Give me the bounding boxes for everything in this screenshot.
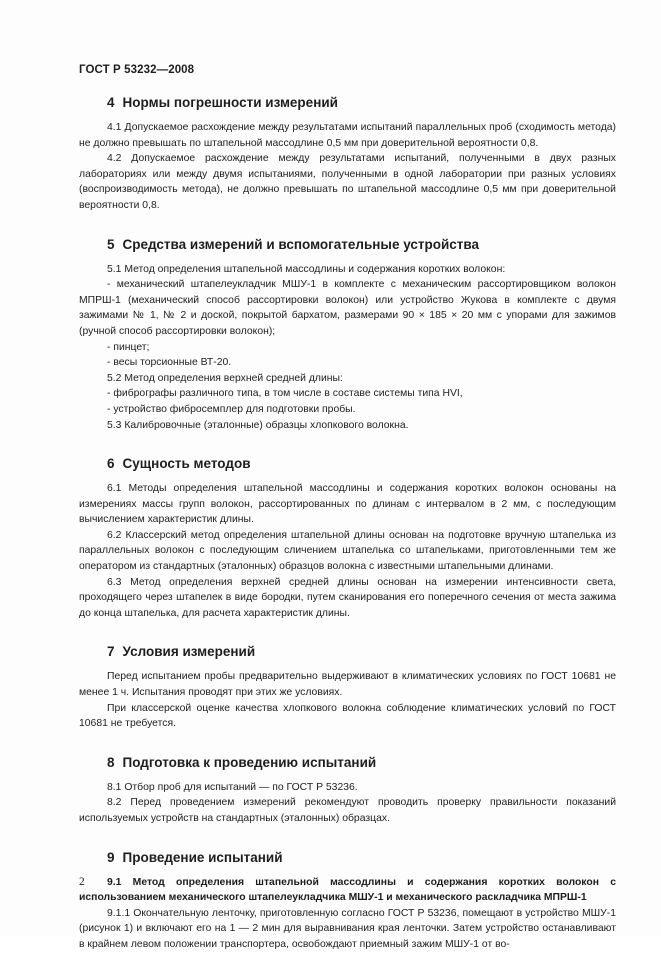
list-item: - фибрографы различного типа, в том числе в составе системы типа HVI, bbox=[107, 388, 463, 400]
paragraph: 8.1 Отбор проб для испытаний — по ГОСТ Р 53236. bbox=[107, 781, 358, 793]
section-title: Условия измерений bbox=[122, 644, 256, 660]
section-number: 5 bbox=[107, 236, 115, 252]
list-item: - устройство фибросемплер для подготовки пробы. bbox=[107, 403, 356, 415]
section-heading bbox=[79, 236, 616, 254]
document-header: ГОСТ Р 53232—2008 bbox=[79, 64, 195, 76]
section-heading bbox=[79, 849, 616, 867]
paragraph: 5.2 Метод определения верхней средней длины: bbox=[107, 372, 343, 384]
list-item: - механический штапелеукладчик МШУ-1 в комплекте с механическим рассортировщиком волокон МПРШ-1 (механический способ рассортировки волокон) или устройство Жукова в комплекте с двумя зажимами № 1, № 2 и доской, покрытой бархатом, размерами 90 × 185 × 20 мм с упорами для зажимов (ручной способ рассортировки волокон); bbox=[79, 279, 616, 337]
paragraph: При классерской оценке качества хлопкового волокна соблюдение климатических условий по ГОСТ 10681 не требуется. bbox=[79, 702, 616, 730]
section-number: 8 bbox=[107, 754, 115, 770]
section-title: Нормы погрешности измерений bbox=[122, 95, 338, 110]
section-heading bbox=[79, 643, 616, 661]
section-heading bbox=[79, 754, 616, 772]
paragraph: 4.2 Допускаемое расхождение между результатами испытаний, полученными в двух разных лабораториях или между двумя испытаниями, полученными в одной лаборатории при разных условиях (воспроизводимость метода), не должно превышать по штапельной массодлине 0,5 мм при доверительной вероятности 0,8. bbox=[79, 153, 616, 211]
paragraph: 6.3 Метод определения верхней средней длины основан на измерении интенсивности света, проходящего через штапелек в виде бородки, путем сканирования его поперечного сечения от места зажима до конца штапелька, для расчета характеристик длины. bbox=[79, 576, 616, 619]
section-number: 4 bbox=[107, 95, 115, 110]
section-5 bbox=[79, 236, 616, 434]
page-number: 2 bbox=[79, 876, 85, 888]
paragraph: 9.1.1 Окончательную ленточку, приготовленную согласно ГОСТ Р 53236, помещают в устройство МШУ-1 (рисунок 1) и включают его на 1 — 2 мин для выравнивания края ленточки. Затем устройство останавливают в крайнем левом положении транспортера, освобождают приемный зажим МШУ-1 от во- bbox=[79, 907, 616, 950]
paragraph: 4.1 Допускаемое расхождение между результатами испытаний параллельных проб (сходимость метода) не должно превышать по штапельной массодлине 0,5 мм при доверительной вероятности 0,8. bbox=[79, 122, 616, 149]
section-6 bbox=[79, 455, 616, 621]
section-heading bbox=[79, 94, 616, 112]
paragraph: 6.1 Методы определения штапельной массодлины и содержания коротких волокон основаны на измерениях массы групп волокон, рассортированных по длинам с интервалом в 2 мм, с последующим вычислением характеристик длины. bbox=[79, 483, 616, 526]
section-number: 6 bbox=[107, 456, 115, 472]
paragraph: 8.2 Перед проведением измерений рекомендуют проводить проверку правильности показаний используемых устройств на стандартных (эталонных) образцах. bbox=[79, 797, 616, 824]
subsection-heading: 9.1 Метод определения штапельной массодлины и содержания коротких волокон с использованием механического штапелеукладчика МШУ-1 и механического раскладчика МПРШ-1 bbox=[79, 876, 616, 904]
section-4 bbox=[79, 94, 616, 214]
document-body bbox=[79, 94, 616, 953]
paragraph: 6.2 Классерский метод определения штапельной длины основан на подготовке вручную штапелька из параллельных волокон с последующим сличением штапелька со штапельками, приготовленными тем же оператором из стандартных (эталонных) образцов волокна с известными штапельными длинами. bbox=[79, 529, 616, 573]
paragraph: 5.1 Метод определения штапельной массодлины и содержания коротких волокон: bbox=[107, 263, 506, 275]
section-title: Сущность методов bbox=[122, 456, 251, 472]
section-title: Средства измерений и вспомогательные устройства bbox=[122, 236, 480, 252]
list-item: - весы торсионные ВТ-20. bbox=[107, 357, 232, 369]
section-heading bbox=[79, 455, 616, 473]
paragraph: Перед испытанием пробы предварительно выдерживают в климатических условиях по ГОСТ 10681 не менее 1 ч. Испытания проводят при этих же условиях. bbox=[79, 671, 616, 699]
section-7 bbox=[79, 643, 616, 731]
list-item: - пинцет; bbox=[107, 341, 150, 353]
paragraph: 5.3 Калибровочные (эталонные) образцы хлопкового волокна. bbox=[107, 419, 409, 431]
section-title: Проведение испытаний bbox=[122, 849, 283, 865]
section-number: 7 bbox=[107, 644, 115, 660]
section-number: 9 bbox=[107, 849, 115, 865]
section-title: Подготовка к проведению испытаний bbox=[122, 754, 377, 770]
section-9 bbox=[79, 849, 616, 953]
section-8 bbox=[79, 754, 616, 827]
